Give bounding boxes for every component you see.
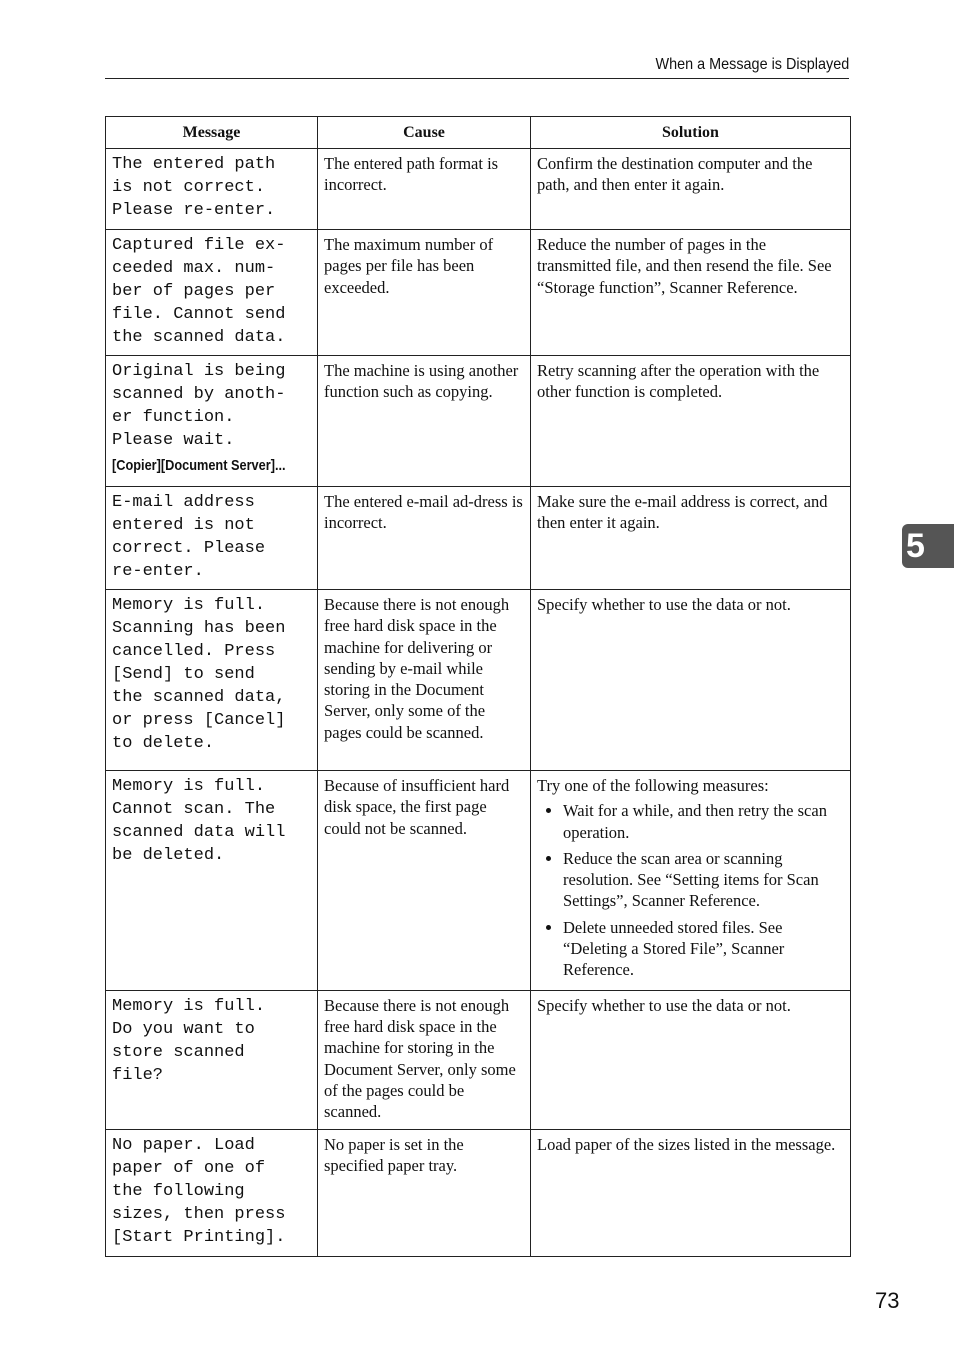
message-table [105,116,851,1257]
solution-cell: Retry scanning after the operation with the other function is completed. [531,356,851,487]
table-row [106,590,851,771]
running-header: When a Message is Displayed [655,56,849,73]
cause-cell: The maximum number of pages per file has been exceeded. [318,230,531,356]
message-cell [106,356,318,487]
message-cell: No paper. Load paper of one of the following sizes, then press [Start Printing]. [106,1129,318,1256]
list-item: • Reduce the scan area or scanning resolution. See “Setting items for Scan Settings”, Scanner Reference. [563,848,844,912]
cause-cell: The machine is using another function such as copying. [318,356,531,487]
table-row [106,149,851,230]
table-row [106,356,851,487]
column-header-message: Message [106,117,318,149]
solution-cell: Make sure the e-mail address is correct, and then enter it again. [531,487,851,590]
table-row [106,771,851,991]
message-cell: E-mail address entered is not correct. Please re-enter. [106,487,318,590]
solution-cell: Load paper of the sizes listed in the message. [531,1129,851,1256]
chapter-tab: 5 [902,524,954,568]
message-cell: The entered path is not correct. Please re-enter. [106,149,318,230]
solution-cell: Reduce the number of pages in the transmitted file, and then resend the file. See “Storage function”, Scanner Reference. [531,230,851,356]
message-cell: Memory is full. Cannot scan. The scanned data will be deleted. [106,771,318,991]
cause-cell: The entered path format is incorrect. [318,149,531,230]
solution-cell: Specify whether to use the data or not. [531,590,851,771]
solution-cell [531,771,851,991]
message-cell: Captured file ex- ceeded max. num- ber of pages per file. Cannot send the scanned data. [106,230,318,356]
table-row [106,1129,851,1256]
cause-cell: Because of insufficient hard disk space, the first page could not be scanned. [318,771,531,991]
table-row [106,230,851,356]
page-number: 73 [875,1288,900,1313]
header-rule [105,78,849,79]
message-cell: Memory is full. Scanning has been cancelled. Press [Send] to send the scanned data, or press [Cancel] to delete. [106,590,318,771]
table-row [106,990,851,1129]
solution-cell: Confirm the destination computer and the path, and then enter it again. [531,149,851,230]
table-header-row [106,117,851,149]
cause-cell: No paper is set in the specified paper tray. [318,1129,531,1256]
solution-cell: Specify whether to use the data or not. [531,990,851,1129]
column-header-solution: Solution [531,117,851,149]
list-item: • Delete unneeded stored files. See “Deleting a Stored File”, Scanner Reference. [563,917,844,981]
measures-list [537,800,844,980]
cause-cell: The entered e-mail ad-dress is incorrect. [318,487,531,590]
column-header-cause: Cause [318,117,531,149]
cause-cell: Because there is not enough free hard disk space in the machine for storing in the Document Server, only some of the pages could be scanned. [318,990,531,1129]
message-text: Original is being scanned by anoth- er function. Please wait. [112,362,286,450]
message-cell: Memory is full. Do you want to store scanned file? [106,990,318,1129]
solution-intro: Try one of the following measures: [537,776,769,795]
message-note: [Copier][Document Server]... [112,457,286,474]
cause-cell: Because there is not enough free hard disk space in the machine for delivering or sending by e-mail while storing in the Document Server, only some of the pages could be scanned. [318,590,531,771]
table-row [106,487,851,590]
list-item: • Wait for a while, and then retry the scan operation. [563,800,844,843]
